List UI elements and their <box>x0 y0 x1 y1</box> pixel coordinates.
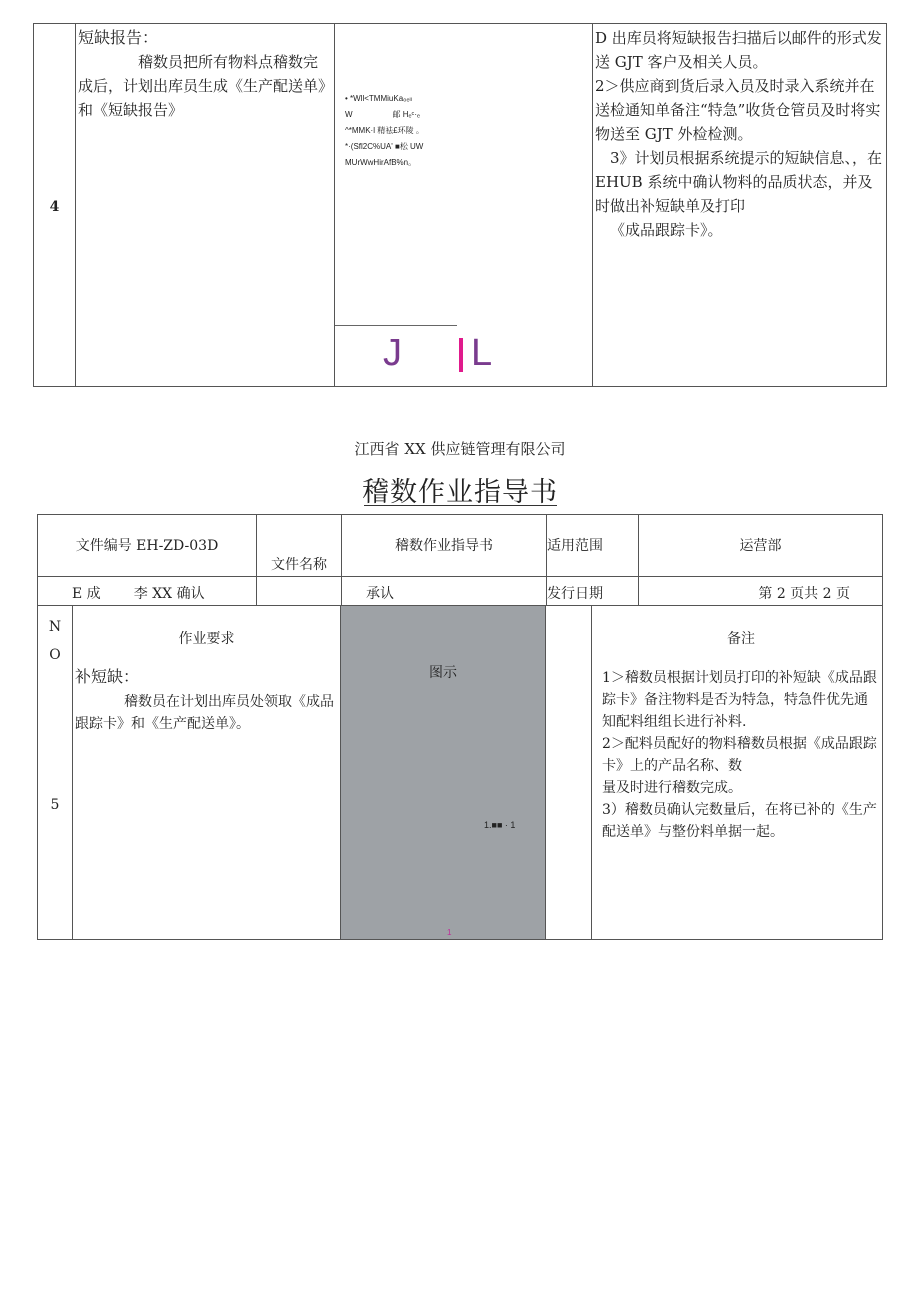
issue-date-label-cell <box>547 577 639 606</box>
requirement-body: 稽数员把所有物料点稽数完成后，计划出库员生成《生产配送单》和《短缺报告》 <box>78 53 326 119</box>
header-table <box>37 514 883 606</box>
illustration-divider <box>335 325 457 326</box>
top-table <box>33 23 887 387</box>
notes-cell <box>593 24 887 387</box>
illustration-glyph-j: J <box>383 332 402 374</box>
requirement-cell <box>76 24 335 387</box>
note-line: D 出库员将短缺报告扫描后以邮件的形式发送 GJT 客户及相关人员。 <box>595 29 882 71</box>
requirement-body: 稽数员在计划出库员处领取《成品跟踪卡》和《生产配送单》。 <box>75 694 334 732</box>
scope-label-cell <box>547 515 639 577</box>
row-number: 4 <box>49 198 60 215</box>
note-line: 3》计划员根据系统提示的短缺信息、，在 EHUB 系统中确认物料的品质状态，并及时做出补短缺单及打印 <box>595 149 883 215</box>
illustration-cell <box>341 606 546 940</box>
issue-date-label: 发行日期 <box>547 586 603 602</box>
company-name: 江西省 XX 供应链管理有限公司 <box>354 440 566 458</box>
illustration-line: *·(Sfl2C%UA' ■松 UW <box>345 142 424 151</box>
scope-cell <box>639 515 883 577</box>
doc-name-cell <box>342 515 547 577</box>
confirm-by: 李 XX 确认 <box>133 586 205 602</box>
note-line: 2＞供应商到货后录入员及时录入系统并在送检通知单备注“特急”收货仓管员及时将实物送至 GJT 外检检测。 <box>595 77 881 143</box>
blank-cell <box>257 577 342 606</box>
illustration-text <box>345 91 475 171</box>
page-info: 第 2 页共 2 页 <box>758 586 850 602</box>
row-number: 5 <box>50 797 60 813</box>
row-number-cell <box>38 606 73 940</box>
illustration-glyph-l: L <box>471 332 493 374</box>
row-number-cell <box>34 24 76 387</box>
doc-name-label: 文件名称 <box>271 557 327 573</box>
scope-label: 适用范围 <box>547 537 603 554</box>
spacer-cell <box>546 606 592 940</box>
page-cell <box>639 577 883 606</box>
approve-cell <box>342 577 547 606</box>
doc-name: 稽数作业指导书 <box>395 537 493 554</box>
no-label-n: N <box>48 619 62 635</box>
note-line: 2＞配料员配好的物料稽数员根据《成品跟踪卡》上的产品名称、数 <box>602 736 877 774</box>
doc-number-cell <box>38 515 257 577</box>
note-line: 3）稽数员确认完数量后，在将已补的《生产配送单》与整份料单据一起。 <box>602 802 877 840</box>
note-line: 量及时进行稽数完成。 <box>602 780 742 796</box>
approve: 承认 <box>366 586 394 602</box>
requirement-title: 短缺报告： <box>78 28 159 47</box>
illustration-bar <box>459 338 463 372</box>
requirement-header: 作业要求 <box>178 631 235 647</box>
document-title: 稽数作业指导书 <box>362 477 558 508</box>
title-underline <box>364 505 557 506</box>
illustration-cell <box>335 24 593 387</box>
illustration-line: MUrWwHirAfB%n。 <box>345 158 417 167</box>
illustration-line: • *Wll<TMMiuKa₀ₑₗₗ <box>345 94 413 103</box>
illustration-mark: 1.■■ · 1 <box>484 820 516 830</box>
made-by: E 成 <box>72 586 101 602</box>
main-table <box>37 605 883 940</box>
illustration-header: 图示 <box>429 665 457 681</box>
requirement-cell <box>73 606 341 940</box>
doc-number: 文件编号 EH-ZD-03D <box>75 537 219 554</box>
notes-header: 备注 <box>727 631 755 647</box>
illustration-bottom-mark: 1 <box>447 928 452 937</box>
note-line: 1＞稽数员根据计划员打印的补短缺《成品跟踪卡》备注物料是否为特急，特急件优先通知配料组组长进行补料. <box>602 670 877 730</box>
illustration-line: W 邮 Hₑᶜ·ₑ <box>345 110 420 119</box>
no-label-o: O <box>49 647 61 663</box>
notes-cell <box>592 606 883 940</box>
scope: 运营部 <box>739 537 782 554</box>
doc-name-label-cell <box>257 515 342 577</box>
requirement-title: 补短缺： <box>75 667 140 686</box>
note-line: 《成品跟踪卡》。 <box>610 221 723 239</box>
illustration-line: ^*MMK·l 精袪£环陵 。 <box>345 126 424 135</box>
made-confirm-cell <box>38 577 257 606</box>
